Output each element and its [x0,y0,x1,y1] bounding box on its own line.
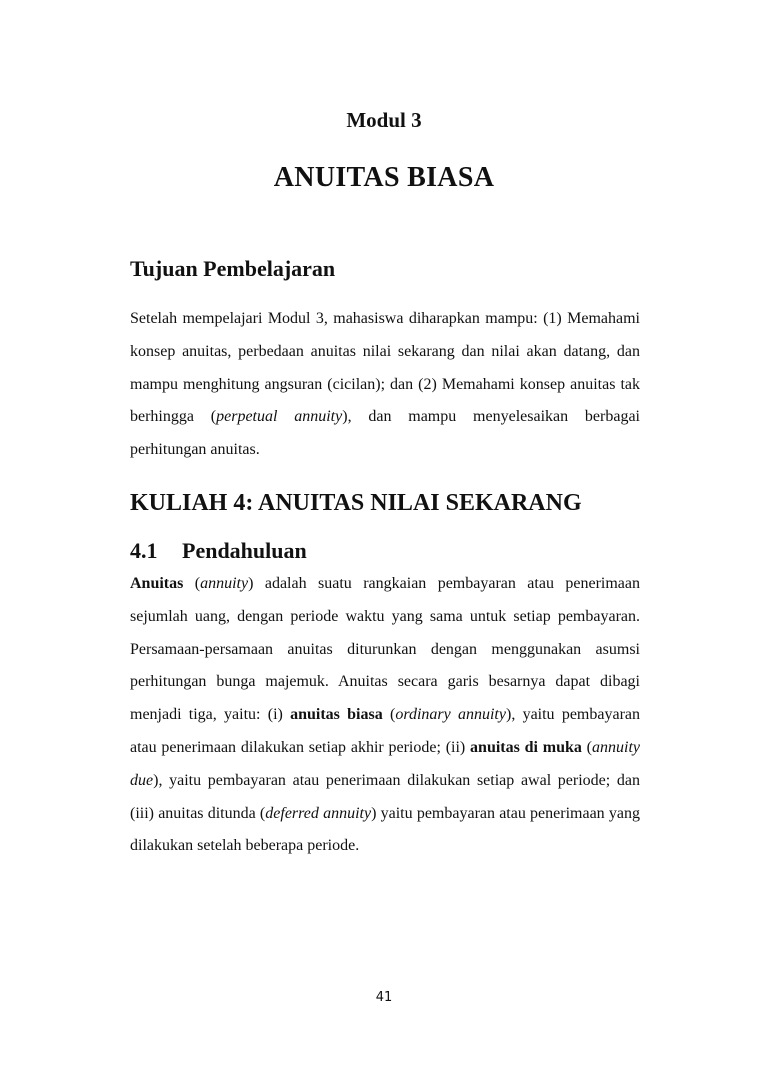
page-number: 41 [375,990,393,1005]
intro-text-12: ), yaitu pembayaran atau penerimaan dilakukan setiap awal periode; dan (iii) anuitas ditunda ( [130,771,640,822]
intro-text-6: ( [382,706,396,724]
objectives-term: perpetual annuity [216,408,343,426]
intro-paragraph [130,568,640,863]
term-deferred-annuity: deferred annuity [265,804,372,822]
intro-text-2: ( [183,575,201,592]
term-anuitas: Anuitas [130,575,184,592]
objectives-text-1: Setelah mempelajari Modul 3, mahasiswa diharapkan mampu: (1) Memahami konsep anuitas, perbedaan anuitas nilai sekarang dan nilai akan datang, dan mampu menghitung angsuran (cicilan); dan (2) Memahami konsep anuitas tak berhingga ( [130,310,640,426]
module-title: ANUITAS BIASA [273,162,495,193]
intro-text-14: ) yaitu pembayaran atau penerimaan yang dilakukan setelah beberapa periode. [130,804,640,855]
module-label: Modul 3 [346,108,422,132]
objectives-text-2: ), dan mampu menyelesaikan berbagai perhitungan anuitas. [130,408,641,459]
term-anuitas-biasa: anuitas biasa [290,706,383,724]
term-ordinary-annuity: ordinary annuity [395,706,506,724]
intro-text-8: ), yaitu pembayaran atau penerimaan dilakukan setiap akhir periode; (ii) [130,706,640,756]
section-title: Pendahuluan [182,538,307,563]
intro-text-4: ) adalah suatu rangkaian pembayaran atau penerimaan sejumlah uang, dengan periode waktu yang sama untuk setiap pembayaran. Persamaan-persamaan anuitas diturunkan dengan menggunakan asumsi perhitungan bunga majemuk. Anuitas secara garis besarnya dapat dibagi menjadi tiga, yaitu: (i) [130,575,640,724]
objectives-heading: Tujuan Pembelajaran [130,256,336,281]
term-anuitas-di-muka: anuitas di muka [470,738,582,756]
section-number: 4.1 [130,538,158,563]
intro-text-10: ( [581,738,593,756]
lecture-heading: KULIAH 4: ANUITAS NILAI SEKARANG [130,490,582,516]
objectives-paragraph [130,303,640,467]
term-annuity: annuity [200,575,249,592]
term-annuity-due: annuity due [130,738,641,789]
section-heading [130,538,307,564]
